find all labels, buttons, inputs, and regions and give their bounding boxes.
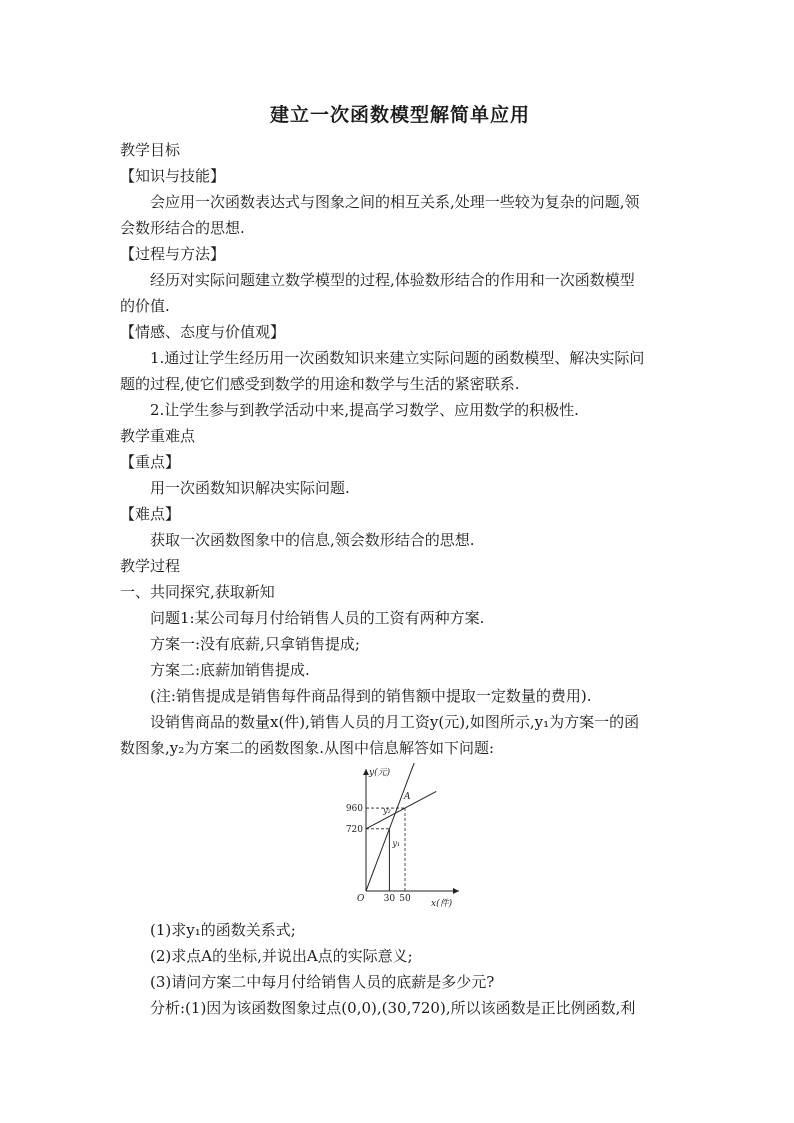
- key-points-heading: 教学重难点: [120, 427, 196, 445]
- series-label-y2: y₂: [383, 806, 391, 816]
- objectives-heading: 教学目标: [120, 141, 181, 159]
- problem-1: 问题1:某公司每月付给销售人员的工资有两种方案.: [150, 609, 485, 627]
- knowledge-heading: 【知识与技能】: [120, 167, 226, 185]
- question-1: (1)求y₁的函数关系式;: [150, 921, 296, 939]
- point-a-label: A: [404, 792, 411, 803]
- emotion-heading: 【情感、态度与价值观】: [120, 323, 286, 341]
- y-axis-label: y(元): [369, 768, 391, 778]
- tick-label-720: 720: [345, 824, 363, 835]
- focus-text: 用一次函数知识解决实际问题.: [150, 479, 350, 497]
- plan-1: 方案一:没有底薪,只拿销售提成;: [150, 635, 360, 653]
- focus-heading: 【重点】: [120, 453, 181, 471]
- note: (注:销售提成是销售每件商品得到的销售额中提取一定数量的费用).: [150, 687, 592, 705]
- analysis-line: 分析:(1)因为该函数图象过点(0,0),(30,720),所以该函数是正比例函数,利: [150, 999, 636, 1017]
- difficulty-heading: 【难点】: [120, 505, 181, 523]
- tick-label-960: 960: [345, 804, 363, 815]
- setup-line-1: 设销售商品的数量x(件),销售人员的月工资y(元),如图所示,y₁为方案一的函: [150, 713, 640, 731]
- x-axis-arrow: [453, 888, 459, 894]
- knowledge-text-line-1: 会应用一次函数表达式与图象之间的相互关系,处理一些较为复杂的问题,领: [150, 193, 640, 211]
- function-graph-figure: [120, 763, 680, 913]
- teaching-process-heading: 教学过程: [120, 557, 181, 575]
- emotion-text-2: 2.让学生参与到教学活动中来,提高学习数学、应用数学的积极性.: [150, 401, 579, 419]
- process-heading: 【过程与方法】: [120, 245, 226, 263]
- document-page: [120, 100, 680, 1021]
- tick-label-30: 30: [383, 894, 396, 904]
- series-label-y1: y₁: [392, 838, 401, 848]
- tick-label-50: 50: [399, 894, 411, 904]
- emotion-text-1-line-2: 题的过程,使它们感受到数学的用途和数学与生活的紧密联系.: [120, 375, 520, 393]
- x-axis-label: x(件): [431, 899, 453, 909]
- process-text-line-2: 的价值.: [120, 297, 170, 315]
- question-3: (3)请问方案二中每月付给销售人员的底薪是多少元?: [150, 973, 495, 991]
- function-graph: [335, 763, 465, 911]
- origin-label: O: [357, 894, 365, 904]
- process-text-line-1: 经历对实际问题建立数学模型的过程,体验数形结合的作用和一次函数模型: [150, 271, 635, 289]
- emotion-text-1-line-1: 1.通过让学生经历用一次函数知识来建立实际问题的函数模型、解决实际问: [150, 349, 645, 367]
- knowledge-text-line-2: 会数形结合的思想.: [120, 219, 245, 237]
- question-2: (2)求点A的坐标,并说出A点的实际意义;: [150, 947, 413, 965]
- page-title: 建立一次函数模型解简单应用: [269, 104, 530, 126]
- difficulty-text: 获取一次函数图象中的信息,领会数形结合的思想.: [150, 531, 475, 549]
- plan-2: 方案二:底薪加销售提成.: [150, 661, 310, 679]
- section-1-heading: 一、共同探究,获取新知: [120, 583, 275, 601]
- setup-line-2: 数图象,y₂为方案二的函数图象.从图中信息解答如下问题:: [120, 739, 495, 757]
- series-line-y1: [366, 763, 422, 891]
